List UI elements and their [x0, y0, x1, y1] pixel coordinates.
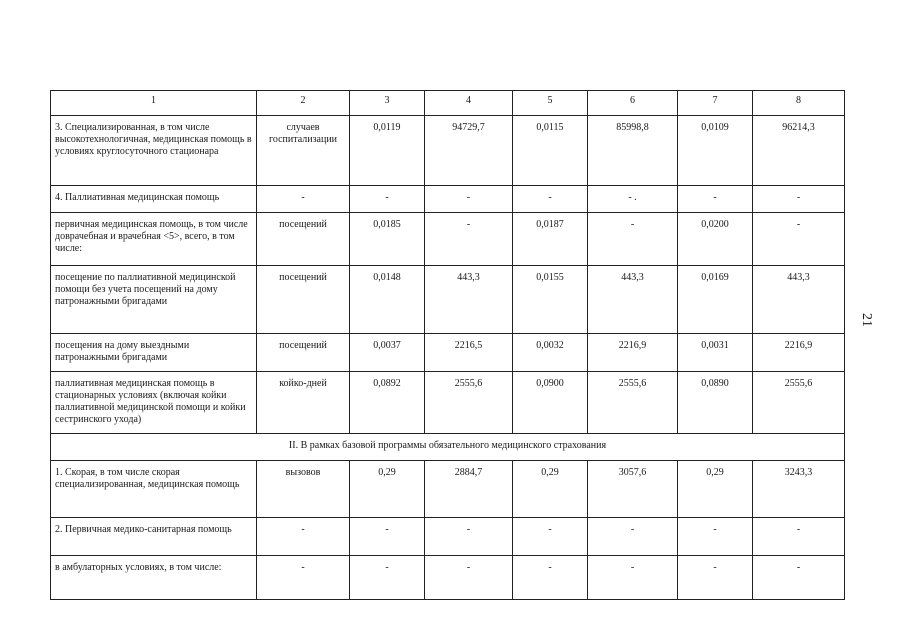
table-cell: 0,0892 — [350, 372, 425, 434]
table-cell: 2555,6 — [753, 372, 845, 434]
row-label: 3. Специализированная, в том числе высокотехнологичная, медицинская помощь в условиях круглосуточного стационара — [51, 116, 257, 186]
table-cell: - — [678, 518, 753, 556]
table-cell: 2216,5 — [425, 334, 513, 372]
table-cell: - — [513, 556, 588, 600]
table-cell: 0,29 — [678, 461, 753, 518]
table-cell: 0,0148 — [350, 266, 425, 334]
table-cell: - — [588, 213, 678, 266]
table-cell: - — [753, 213, 845, 266]
table-cell: 0,29 — [350, 461, 425, 518]
header-cell: 7 — [678, 91, 753, 116]
table-cell: посещений — [257, 266, 350, 334]
header-cell: 4 — [425, 91, 513, 116]
header-cell: 3 — [350, 91, 425, 116]
table-cell: 85998,8 — [588, 116, 678, 186]
section-title: II. В рамках базовой программы обязательного медицинского страхования — [51, 434, 845, 461]
table-cell: - — [350, 518, 425, 556]
table-cell: - — [350, 556, 425, 600]
table-row — [51, 334, 845, 372]
table-cell: - — [257, 186, 350, 213]
table-cell: - — [753, 556, 845, 600]
table-cell: койко-дней — [257, 372, 350, 434]
header-cell: 2 — [257, 91, 350, 116]
table-row — [51, 116, 845, 186]
table-row — [51, 461, 845, 518]
table-cell: - — [257, 556, 350, 600]
table-cell: - — [425, 186, 513, 213]
table-row — [51, 186, 845, 213]
table-cell: 0,29 — [513, 461, 588, 518]
table-cell: - — [753, 518, 845, 556]
row-label: в амбулаторных условиях, в том числе: — [51, 556, 257, 600]
table-cell: 0,0155 — [513, 266, 588, 334]
table-cell: 0,0200 — [678, 213, 753, 266]
table-row — [51, 266, 845, 334]
table-row — [51, 372, 845, 434]
table-cell: 0,0187 — [513, 213, 588, 266]
table-cell: 0,0169 — [678, 266, 753, 334]
section-row — [51, 434, 845, 461]
row-label: паллиативная медицинская помощь в стационарных условиях (включая койки паллиативной медицинской помощи и койки сестринского ухода) — [51, 372, 257, 434]
table-cell: посещений — [257, 213, 350, 266]
table-cell: 2216,9 — [588, 334, 678, 372]
table-cell: случаев госпитализации — [257, 116, 350, 186]
table-row — [51, 556, 845, 600]
table-cell: 443,3 — [753, 266, 845, 334]
header-row — [51, 91, 845, 116]
page-number: 21 — [859, 313, 874, 327]
table-cell: 2555,6 — [425, 372, 513, 434]
header-cell: 1 — [51, 91, 257, 116]
table-cell: - — [350, 186, 425, 213]
table-cell: 0,0109 — [678, 116, 753, 186]
table-cell: - — [513, 186, 588, 213]
table-cell: - — [588, 518, 678, 556]
table-row — [51, 213, 845, 266]
table-cell: 0,0037 — [350, 334, 425, 372]
table-cell: 0,0032 — [513, 334, 588, 372]
table-cell: - — [678, 556, 753, 600]
table-cell: 2216,9 — [753, 334, 845, 372]
row-label: первичная медицинская помощь, в том числе доврачебная и врачебная <5>, всего, в том числе: — [51, 213, 257, 266]
table-cell: 0,0900 — [513, 372, 588, 434]
tariff-table — [50, 90, 845, 600]
table-cell: - — [425, 518, 513, 556]
header-cell: 6 — [588, 91, 678, 116]
table-cell: посещений — [257, 334, 350, 372]
table-cell: - — [588, 556, 678, 600]
table-cell: 0,0031 — [678, 334, 753, 372]
table-cell: 443,3 — [425, 266, 513, 334]
header-cell: 5 — [513, 91, 588, 116]
row-label: посещение по паллиативной медицинской помощи без учета посещений на дому патронажными бригадами — [51, 266, 257, 334]
table-cell: - — [513, 518, 588, 556]
table-cell: 0,0119 — [350, 116, 425, 186]
table-body — [51, 91, 845, 600]
table-cell: 2555,6 — [588, 372, 678, 434]
header-cell: 8 — [753, 91, 845, 116]
table-cell: - — [425, 556, 513, 600]
table-cell: 94729,7 — [425, 116, 513, 186]
table-cell: - — [678, 186, 753, 213]
table-cell: 96214,3 — [753, 116, 845, 186]
table-cell: - — [753, 186, 845, 213]
row-label: 1. Скорая, в том числе скорая специализированная, медицинская помощь — [51, 461, 257, 518]
table-cell: 2884,7 — [425, 461, 513, 518]
row-label: посещения на дому выездными патронажными бригадами — [51, 334, 257, 372]
table-cell: 443,3 — [588, 266, 678, 334]
table-row — [51, 518, 845, 556]
table-cell: 0,0115 — [513, 116, 588, 186]
row-label: 2. Первичная медико-санитарная помощь — [51, 518, 257, 556]
table-cell: - . — [588, 186, 678, 213]
table-cell: 3243,3 — [753, 461, 845, 518]
table-cell: 0,0185 — [350, 213, 425, 266]
table-cell: 3057,6 — [588, 461, 678, 518]
row-label: 4. Паллиативная медицинская помощь — [51, 186, 257, 213]
table-cell: - — [425, 213, 513, 266]
table-cell: 0,0890 — [678, 372, 753, 434]
table-cell: вызовов — [257, 461, 350, 518]
table-cell: - — [257, 518, 350, 556]
